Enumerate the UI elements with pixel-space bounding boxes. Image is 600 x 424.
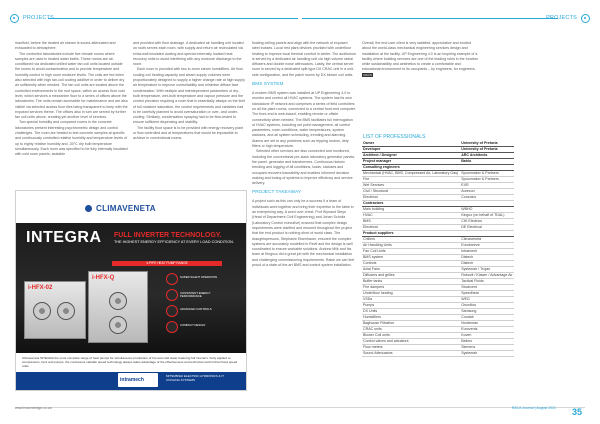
footer-website: www.hvacrdesign.co.za (15, 406, 52, 410)
feature-label: ADVANCED CONTROLS (180, 307, 212, 311)
role-cell: BMS (362, 219, 459, 225)
article-column-3 (252, 41, 356, 268)
company-cell: Intramech (459, 249, 513, 255)
company-cell: Samsung (459, 309, 513, 315)
heat-pump-range-bar: 4-PIPE HEAT PUMP RANGE (112, 261, 222, 266)
company-cell: Robovit / Klawer / Advantage Air (461, 273, 513, 277)
company-cell: Consolux (459, 195, 513, 201)
fan-icon (33, 302, 51, 320)
footer-issue: RACA Journal | August 2021 (511, 406, 556, 410)
role-cell: Contractors (362, 201, 459, 207)
role-cell: Electrical (362, 225, 459, 231)
company-cell: ARC Architects (459, 153, 513, 159)
role-cell: Owner (362, 141, 459, 147)
paragraph: Selected other services are also connected and monitored, including the conventional pre-stack laboratory generator panels, fire panel, generator and transformers. Continuous historic trending and logging of all conditions, loads, statuses and occupant recovers traceability and enables informed decision making and tuning of systems to improve efficiency and service delivery. (252, 149, 356, 186)
company-cell: Condair (459, 315, 513, 321)
advert-hero (16, 223, 247, 353)
role-cell: Wet Services (362, 183, 459, 189)
company-cell: Systemair (459, 351, 513, 357)
role-cell: Air Handling Units (362, 243, 459, 249)
role-cell: Flow meters (362, 345, 459, 351)
role-cell: Civil / Structural (362, 189, 459, 195)
role-cell: Mechanical (HVAC, BMS, Compressed Air, Laboratory Gas) (363, 171, 459, 175)
company-cell: Speedheat (459, 291, 513, 297)
unit-a-label: i-HFX-02 (28, 285, 53, 291)
heat-pump-unit-a (24, 281, 86, 339)
role-cell: HVAC (362, 213, 459, 219)
magazine-logo-icon (10, 14, 19, 23)
company-cell: University of Pretoria (459, 147, 513, 153)
header-right (542, 14, 590, 22)
climaveneta-wordmark: CLIMAVENETA (96, 204, 156, 213)
climaveneta-logo (84, 204, 156, 213)
advert-caption: Climaveneta INTEGRA the most complete range of heat pumps for simultaneous production of hot and cold water featuring full inverters. Fully applied to compressors, fans and pumps, the continuous variable speed technology always takes advantage of the effectiveness and technical comfort than fixed speed units. (22, 356, 238, 368)
company-cell: Tactical Fluids (459, 279, 513, 285)
compact-feature-icon (166, 321, 178, 333)
role-cell: Consulting engineers (362, 165, 459, 171)
role-cell: Underfloor heating (362, 291, 459, 297)
role-cell: BMS system (362, 255, 459, 261)
role-cell: Project manager (362, 159, 459, 165)
role-cell: Sound Attenuators (362, 351, 459, 357)
company-cell: Siemens (459, 345, 513, 351)
fan-icon (109, 292, 127, 310)
role-cell: Buffer tanks (362, 279, 459, 285)
role-cell: Blower Coil units (362, 333, 459, 339)
role-cell: Axial Fans (362, 267, 459, 273)
company-cell: Belimo (459, 339, 513, 345)
company-cell: Stockvent (459, 285, 513, 291)
role-cell: Controls (362, 261, 459, 267)
role-cell: Main building (362, 207, 459, 213)
company-cell: Bahlo (459, 159, 513, 165)
professionals-list-title: LIST OF PROFESSIONALS (363, 134, 426, 140)
feature-label: COMPACT DESIGN (180, 323, 206, 327)
company-cell: Spoormaker & Partners (459, 171, 513, 177)
role-cell: Product suppliers (362, 231, 459, 237)
article-column-2 (133, 41, 246, 142)
page-number: 35 (571, 407, 582, 417)
company-cell: Climaveneta (459, 237, 513, 243)
climaveneta-logo-icon (84, 204, 93, 213)
paragraph: and provided with floor drainage. A dedicated air handling unit located on roofs serves each room, with supply and return air recirculated via extra-wall insulated ducting and special externally located heat recovery units to avoid interfering with any moisture discharge to the room. (133, 41, 244, 67)
advert-footer-bar (16, 372, 247, 391)
role-cell: Electrical (362, 195, 459, 201)
intramech-wordmark: intramech (120, 377, 144, 383)
heat-pump-unit-b (88, 271, 148, 343)
footer-rule (15, 407, 585, 408)
table-row (362, 351, 514, 357)
integra-product-name (26, 229, 102, 247)
role-cell: Developer (362, 147, 459, 153)
role-cell: Architect / Designer (362, 153, 459, 159)
company-cell: Kingco (on behalf of TDAL) (459, 213, 513, 219)
company-cell: WBHO (459, 207, 513, 213)
professionals-table (362, 141, 514, 357)
advert-subheadline: THE HIGHEST ENERGY EFFICIENCY AT EVERY LOAD CONDITION. (114, 240, 234, 244)
feature-label: CONSISTENT ENERGY PERFORMANCE (180, 291, 211, 299)
company-cell: University of Pretoria (459, 141, 513, 147)
unit-b-label: i-HFX-Q (92, 275, 115, 281)
role-cell: DX Units (362, 309, 459, 315)
role-cell: Fire dampers (362, 285, 459, 291)
company-cell: CHI Electrics (459, 219, 513, 225)
company-cell: Nordeman (459, 321, 513, 327)
company-cell: Aurecon (459, 189, 513, 195)
role-cell: Control valves and actuators (362, 339, 459, 345)
silent-feature-icon (166, 273, 178, 285)
feature-label: SUPER SILENT OPERATION (180, 275, 218, 279)
paragraph: The controlled laboratories include five climate rooms where samples are used in heated water baths. These rooms are air-conditioned via dedicated chilled water fan coil units located outside the rooms to avoid contamination and to provide temperature and humidity control in high room moisture levels. The coils are fed when also selected with high fan-coil cooling additive in order to deliver dry air sufficiently when needed. The fan coil units are located above the controlled environments in the roof space, within an access floor void level, which services a mezzanine floor to a series of offices above the laboratories. The units remain accessible for maintenance and are also visible via selected access floor tiles being transparent to keep with the exposed services theme. The offices also in turn are served by further fan coil units above, creating yet another level of services. (15, 51, 128, 120)
fan-icon (109, 316, 127, 334)
fan-icon (57, 302, 75, 320)
advert-logo-area (16, 191, 247, 223)
paragraph: A project such as this can only be a success if a team of individuals work together and bring their expertise to the table in an enterprising way. A word over chest, Prof Wynand Steyn (Head of Department Civil Engineering) and Johan Scholtz (Laboratory Control executive) ensured that complex design requirements were clarified and ensured throughout the project that the end product is nothing short of world class. The draughtspersons, Stephanie Eisenhauer, ensured the complex systems are accurately modelled in Revit and the design is well coordinated to ensure workable solutions. Andrew Milk and his team at Kingsco did a great job with the mechanical installation and challenging commissioning requirements. Raise we can feel proud of a state-of-the-art BMS and control system installation. (252, 199, 355, 267)
paragraph: The facility floor space is to be provided with energy recovery plant or flow controlled and at temperatures that would be impossible to achieve in conventional rooms. (133, 125, 244, 141)
energy-feature-icon (166, 289, 178, 301)
company-cell: Distech (459, 261, 513, 267)
integra-text: INTEGRA (26, 229, 102, 246)
company-cell: Eurobreeze (459, 243, 513, 249)
section-title-right: PROJECTS (546, 15, 577, 21)
header-rule-right (302, 18, 558, 19)
role-cell: VSDs (362, 297, 459, 303)
company-cell: Grundfos (459, 303, 513, 309)
role-cell: CRAC units (362, 327, 459, 333)
role-cell: Diffusers and grilles (362, 273, 459, 279)
controls-feature-icon (166, 305, 178, 317)
article-column-1 (15, 41, 128, 158)
article-column-4 (362, 41, 480, 78)
paragraph: Each room is provided with two in-room steam humidifiers. Air flow, cooling coil heating capacity and steam supply volumes were proportionately designed to supply a higher change rate at high supply air temperature to improve controllability and minimise diffuse face condensation. With multiple and interdependent parameters of dry-bulb temperature, wet-bulb temperature and vapour pressure and the control precision requiring a room that is essentially always on the limit of full moisture saturation, the control requirements and variables had to be carefully planned to avoid oversaturation or over- and under-cooling. Similarly, condensation spraying had to be flow-tested to ensure sufficient dispensing and stability. (133, 67, 246, 125)
paragraph: Two special humidity and compared rooms in the concrete laboratories present interesting psychrometric design and control challenges. The room are heated to test concrete samples at specific and continuously controlled relative humidity and temperature levels of up to eighty relative humidity and -30°C dry bulb temperature simultaneously. Each room was specified to be fully internally insulated with cold room panels, sealable (15, 120, 128, 157)
paragraph: A modern BMS system was installed at UP Engineering 4.0 to monitor and control all HVAC systems. The system has its own standalone IP network and comprises a series of field controllers on all the plant rooms, connected to a central front-end computer. The front-end is web-based, enabling remote or offsite connectivity when needed. The BMS facilitates full interrogation of HVAC systems, including set point management, all control parameters, room conditions, water temperatures, system statuses, and all system scheduling, trending and alarming. Alarms are set to any problems such as tripping motors, dirty filters or high temperature. (252, 91, 356, 149)
header-rule-left (48, 18, 298, 19)
role-cell: Chillers (362, 237, 459, 243)
company-cell: Eurovents (459, 327, 513, 333)
role-cell: Humidifiers (362, 315, 459, 321)
company-cell: Koven (459, 333, 513, 339)
magazine-logo-icon (581, 14, 590, 23)
role-cell: Baghouse Filtration (362, 321, 459, 327)
table-row (362, 171, 514, 177)
role-cell: Pumps (362, 303, 459, 309)
mitsubishi-partner-text: MITSUBISHI ELECTRIC HYDRONICS & IT COOLING SYSTEMS (166, 374, 224, 382)
company-cell: EXR (459, 183, 513, 189)
section-title-left: PROJECTS (23, 15, 54, 21)
climaveneta-advert (15, 190, 247, 391)
source-tag: RACS (363, 72, 372, 77)
company-cell: Systemair / Trojan (459, 267, 513, 273)
bms-heading: BMS SYSTEM (252, 82, 284, 88)
company-cell: Distech (459, 255, 513, 261)
paragraph: floating ceiling panels and align with the network of exposed steel trusses. Local rest plant devices provided with underfloor heating to improve local thermal comfort in winter. The auditorium is served by a dedicated air handling unit via high volume radial diffusers and double noise attenuators. Lastly, the central server room is served by a dedicated split-type DX CRAC unit in a unit-side configuration, and the patch rooms by DX blower coil units. (252, 41, 357, 77)
company-cell: Spoormaker & Partners (459, 177, 513, 183)
role-cell: Fire (362, 177, 459, 183)
paragraph: manifold, before the treated air stream is sound-attenuated and exhausted to atmosphere. (15, 41, 116, 51)
paragraph-text: Overall, the end user client is very satisfied, appreciative and excited about the world-class mechanical engineering services design and installation at the facility. UP Engineering 4.0 is an inspiring example of a facility where building services are one of the leading roles in the function while sustainability and aesthetics to create a comfortable and educational environment to its occupants – by engineers, for engineers. (362, 41, 479, 72)
takeaway-heading: PROJECT TAKEAWAY (252, 190, 302, 196)
paragraph (362, 41, 480, 78)
company-cell: WEG (459, 297, 513, 303)
company-cell: DE Electrical (459, 225, 513, 231)
role-cell: Fan Coil Units (362, 249, 459, 255)
advert-headline: FULL INVERTER TECHNOLOGY. (114, 232, 222, 239)
